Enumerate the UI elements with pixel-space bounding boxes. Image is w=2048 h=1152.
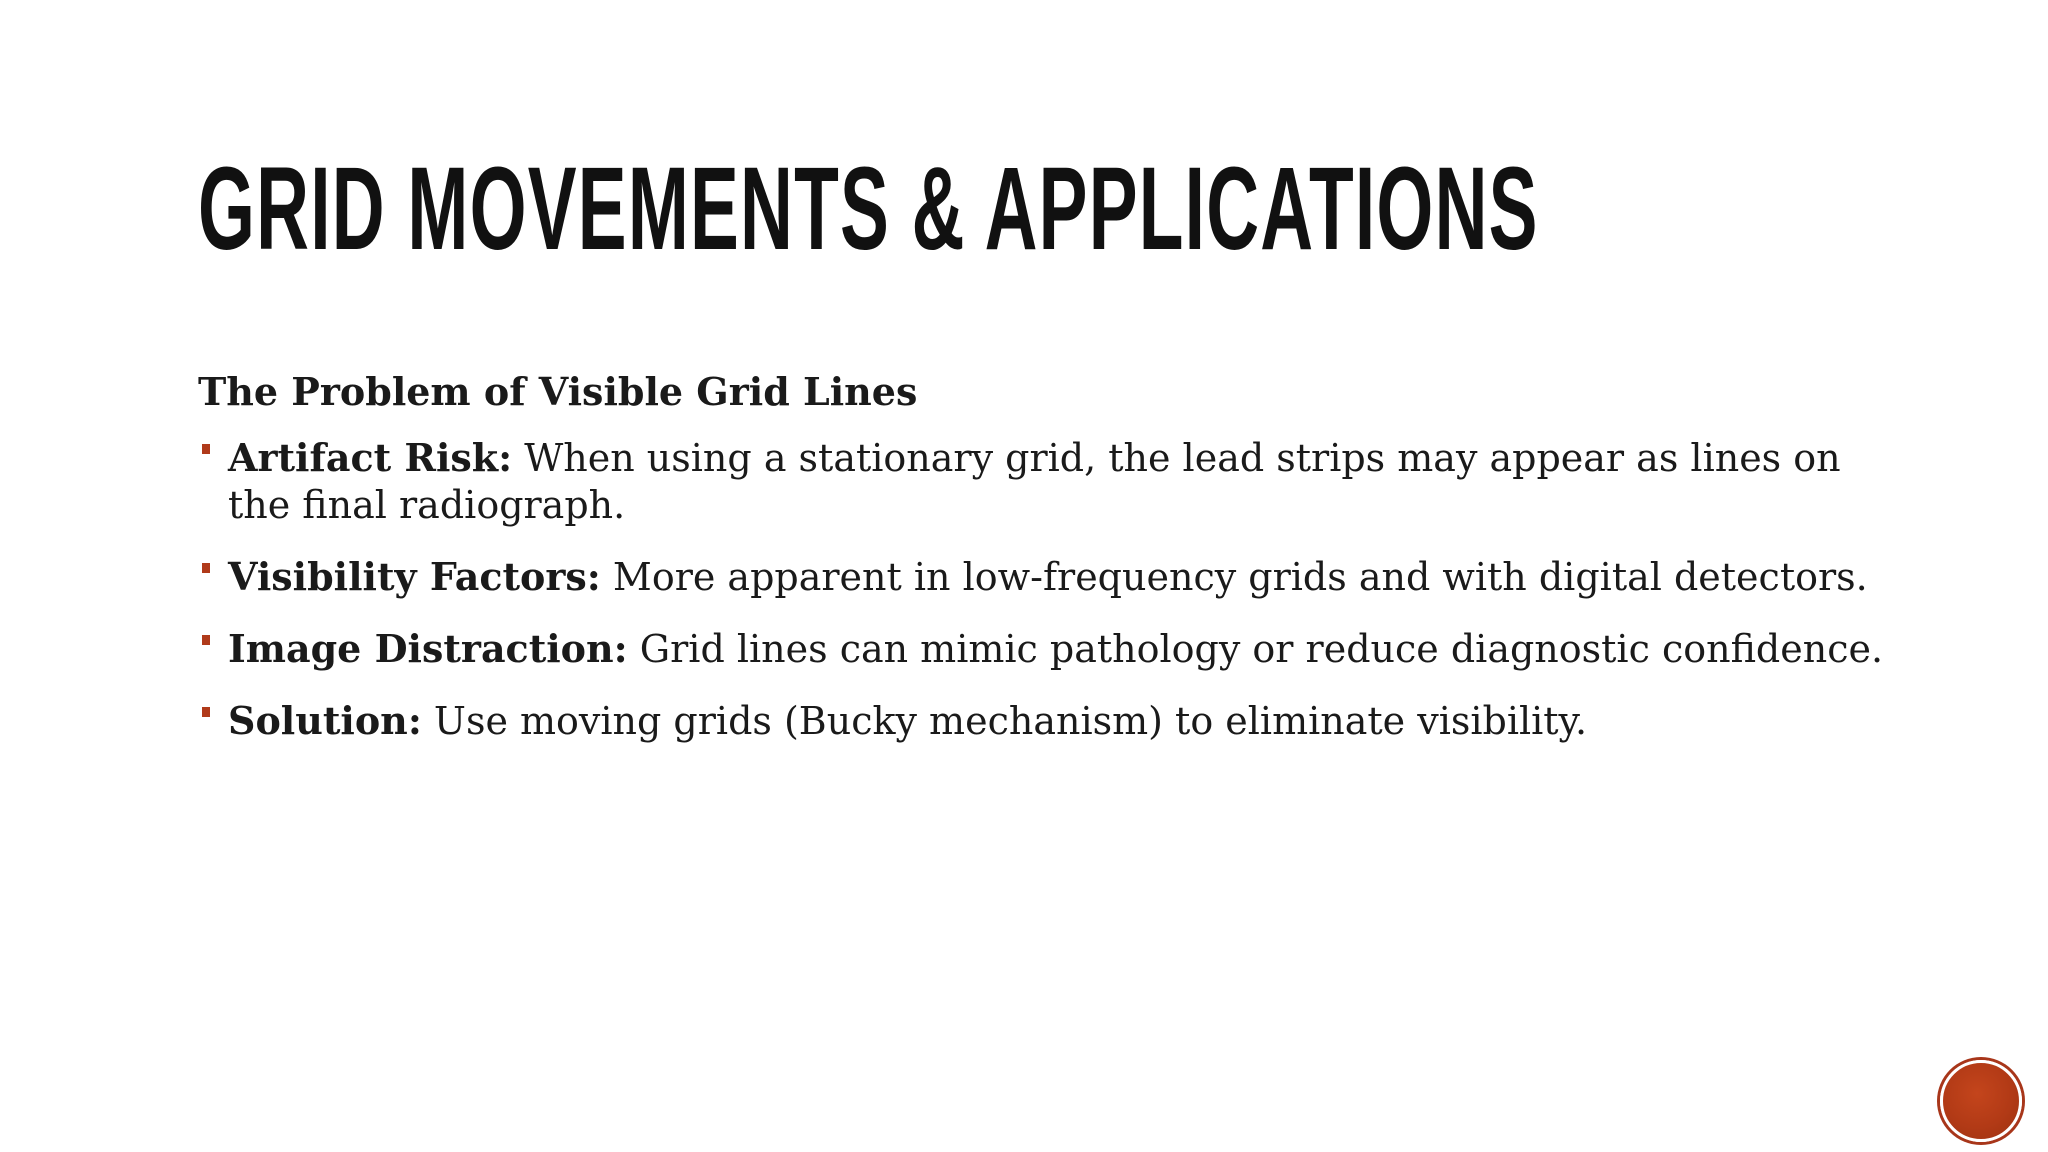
bullet-item-artifact-risk (198, 434, 1898, 529)
bullet-list (198, 434, 1898, 745)
circle-nav-icon[interactable] (1940, 1060, 2022, 1142)
bullet-item-solution (198, 697, 1898, 745)
bullet-term: Image Distraction: (228, 626, 628, 671)
bullet-text: When using a stationary grid, the lead strips may appear as lines on the final radiograph. (228, 436, 1841, 527)
bullet-item-visibility-factors (198, 553, 1898, 601)
bullet-term: Artifact Risk: (228, 435, 513, 480)
bullet-marker-icon (202, 707, 210, 717)
bullet-marker-icon (202, 635, 210, 645)
slide-content (198, 364, 1898, 769)
bullet-marker-icon (202, 444, 210, 454)
bullet-marker-icon (202, 563, 210, 573)
slide-title: GRID MOVEMENTS & APPLICATIONS (198, 143, 1539, 275)
bullet-text: More apparent in low-frequency grids and with digital detectors. (600, 555, 1868, 599)
bullet-term: Solution: (228, 698, 422, 743)
bullet-term: Visibility Factors: (228, 554, 601, 599)
bullet-text: Grid lines can mimic pathology or reduce diagnostic confidence. (627, 627, 1884, 671)
section-subheading: The Problem of Visible Grid Lines (198, 369, 918, 414)
bullet-text: Use moving grids (Bucky mechanism) to eliminate visibility. (421, 699, 1588, 743)
bullet-item-image-distraction (198, 625, 1898, 673)
